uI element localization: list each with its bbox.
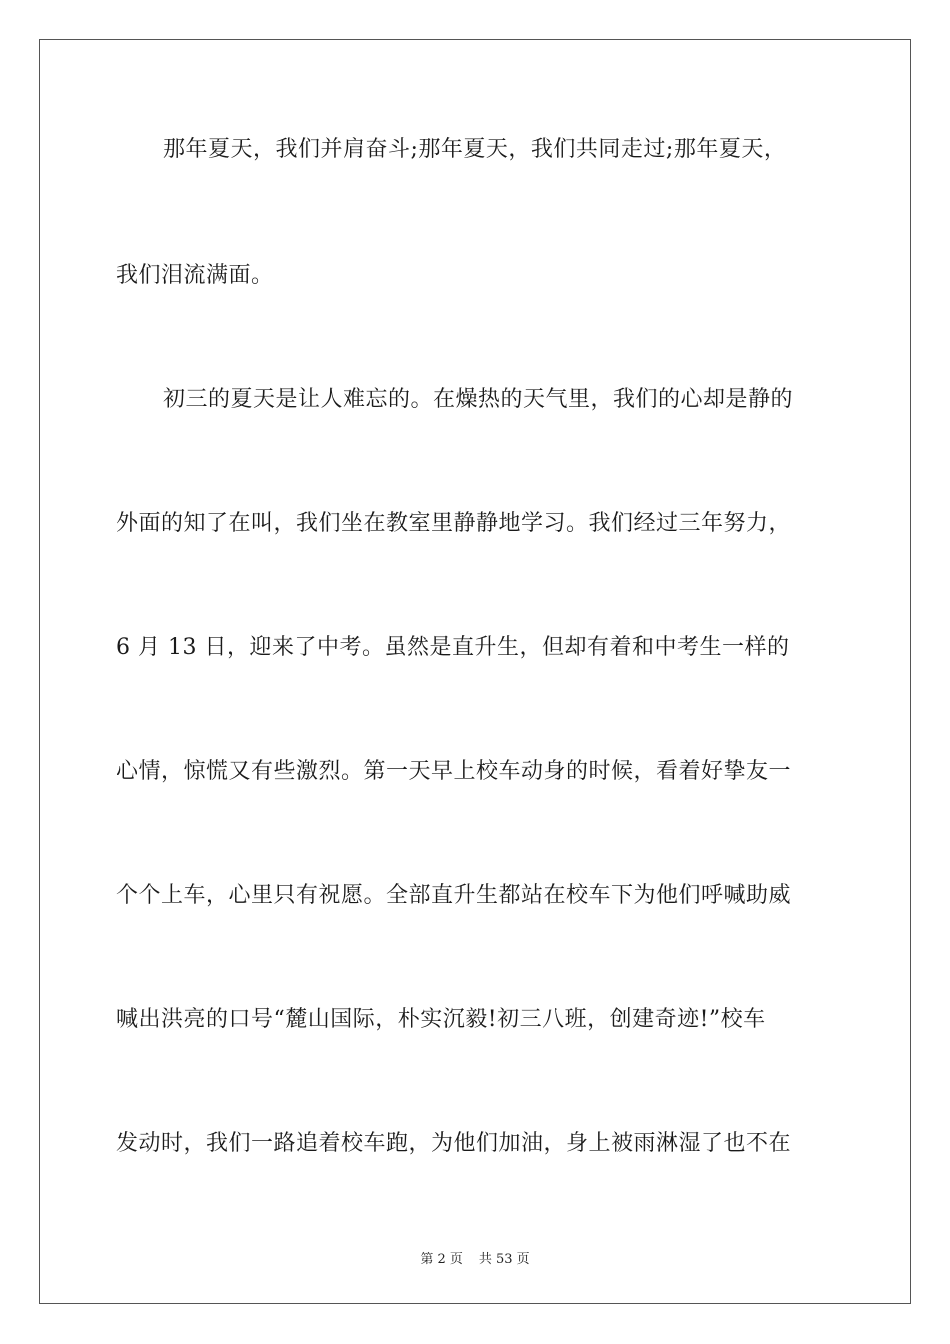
text-line: 喊出洪亮的口号“麓山国际，朴实沉毅!初三八班，创建奇迹!”校车 <box>116 1007 766 1032</box>
text-line: 心情，惊慌又有些激烈。第一天早上校车动身的时候，看着好挚友一 <box>116 759 792 784</box>
page-number: 第 2 页 <box>420 1252 463 1267</box>
text-line: 发动时，我们一路追着校车跑，为他们加油，身上被雨淋湿了也不在 <box>116 1131 792 1156</box>
page-footer <box>0 1248 950 1267</box>
text-line: 6 月 13 日，迎来了中考。虽然是直升生，但却有着和中考生一样的 <box>116 635 790 660</box>
text-line: 外面的知了在叫，我们坐在教室里静静地学习。我们经过三年努力， <box>116 511 792 536</box>
page-border <box>39 39 911 1304</box>
text-line: 初三的夏天是让人难忘的。在燥热的天气里，我们的心却是静的 <box>163 387 794 412</box>
total-pages: 共 53 页 <box>478 1252 530 1267</box>
text-line: 我们泪流满面。 <box>116 263 274 288</box>
text-line: 那年夏天，我们并肩奋斗;那年夏天，我们共同走过;那年夏天， <box>163 137 787 162</box>
text-line: 个个上车，心里只有祝愿。全部直升生都站在校车下为他们呼喊助威 <box>116 883 792 908</box>
